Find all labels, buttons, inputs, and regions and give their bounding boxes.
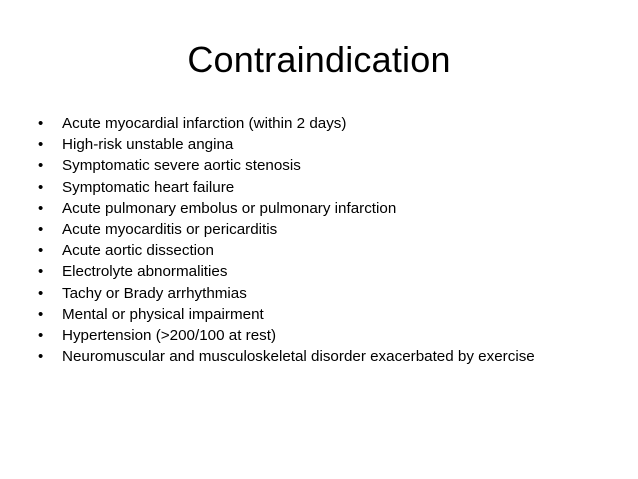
- bullet-icon: •: [38, 305, 44, 323]
- list-item: [38, 240, 618, 261]
- bullet-icon: •: [38, 115, 44, 132]
- slide-title: Contraindication: [187, 39, 451, 80]
- list-item-text: Acute aortic dissection: [62, 242, 214, 260]
- bullet-icon: •: [38, 178, 44, 196]
- list-item-text: Neuromuscular and musculoskeletal disorder exacerbated by exercise: [62, 348, 535, 366]
- bullet-icon: •: [38, 284, 44, 302]
- list-item: [38, 177, 618, 198]
- list-item: [38, 198, 618, 219]
- list-item-text: High-risk unstable angina: [62, 136, 234, 154]
- list-item-text: Acute myocardial infarction (within 2 days): [62, 115, 347, 132]
- bullet-icon: •: [38, 136, 44, 154]
- list-item: [38, 283, 618, 304]
- list-item: [38, 325, 618, 346]
- list-item-text: Mental or physical impairment: [62, 305, 264, 323]
- list-item: [38, 346, 618, 367]
- list-item-text: Symptomatic severe aortic stenosis: [62, 157, 301, 175]
- bullet-list: [38, 113, 618, 367]
- list-item-text: Hypertension (>200/100 at rest): [62, 326, 277, 344]
- bullet-icon: •: [38, 348, 44, 366]
- list-item: [38, 155, 618, 176]
- list-item: [38, 304, 618, 325]
- list-item: [38, 219, 618, 240]
- list-item-text: Electrolyte abnormalities: [62, 263, 228, 281]
- list-item: [38, 113, 618, 134]
- bullet-icon: •: [38, 199, 44, 217]
- bullet-icon: •: [38, 242, 44, 260]
- list-item-text: Tachy or Brady arrhythmias: [62, 284, 247, 302]
- list-item: [38, 261, 618, 282]
- bullet-icon: •: [38, 326, 44, 344]
- list-item-text: Acute myocarditis or pericarditis: [62, 220, 278, 238]
- list-item-text: Symptomatic heart failure: [62, 178, 235, 196]
- list-item: [38, 134, 618, 155]
- bullet-icon: •: [38, 220, 44, 238]
- list-item-text: Acute pulmonary embolus or pulmonary infarction: [62, 199, 397, 217]
- bullet-icon: •: [38, 157, 44, 175]
- bullet-icon: •: [38, 263, 44, 281]
